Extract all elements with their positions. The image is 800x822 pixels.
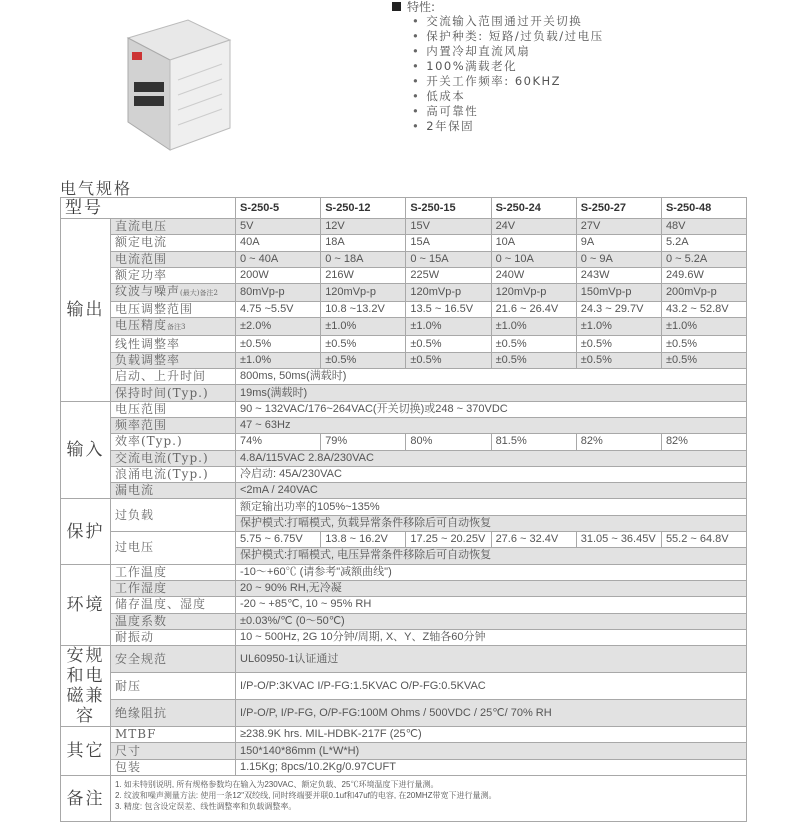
feature-item: • 高可靠性 — [412, 104, 604, 119]
value-cell: ±1.0% — [236, 352, 321, 368]
row-label-text: 浪涌电流(Typ.) — [115, 467, 209, 481]
table-row — [61, 564, 747, 580]
value-cell: 21.6 ~ 26.4V — [491, 302, 576, 318]
row-label-text: 温度系数 — [115, 613, 168, 628]
model-name: S-250-48 — [661, 198, 746, 219]
row-label-text: 过电压 — [115, 540, 155, 555]
row-label-text: 额定电流 — [115, 235, 168, 250]
table-row — [61, 219, 747, 235]
row-label — [111, 532, 236, 565]
model-name: S-250-27 — [576, 198, 661, 219]
table-row — [61, 629, 747, 645]
value-cell: 120mVp-p — [406, 284, 491, 302]
value-cell: 43.2 ~ 52.8V — [661, 302, 746, 318]
value-cell: 48V — [661, 219, 746, 235]
value-cell: ±0.5% — [321, 336, 406, 352]
row-label — [111, 401, 236, 417]
feature-item: • 低成本 — [412, 89, 604, 104]
section-label: 保护 — [61, 499, 111, 564]
value-cell: 120mVp-p — [491, 284, 576, 302]
value-cell: 9A — [576, 235, 661, 251]
value-cell: 0 ~ 40A — [236, 251, 321, 267]
value-cell: ±2.0% — [236, 318, 321, 336]
value-span-cell: I/P-O/P:3KVAC I/P-FG:1.5KVAC O/P-FG:0.5KVAC — [236, 673, 747, 700]
value-cell: 27V — [576, 219, 661, 235]
value-cell: ±0.5% — [661, 352, 746, 368]
value-cell: 0 ~ 18A — [321, 251, 406, 267]
value-cell: ±1.0% — [491, 318, 576, 336]
row-label — [111, 499, 236, 532]
row-label — [111, 417, 236, 433]
row-label-text: 安全规范 — [115, 651, 168, 666]
value-cell: 80mVp-p — [236, 284, 321, 302]
value-cell: ±1.0% — [321, 318, 406, 336]
table-row — [61, 580, 747, 596]
section-label: 环境 — [61, 564, 111, 645]
value-cell: 81.5% — [491, 434, 576, 450]
row-label-text: 效率(Typ.) — [115, 434, 183, 449]
features-list — [407, 0, 604, 134]
table-row — [61, 336, 747, 352]
note-item: 1. 如未特别说明, 所有规格参数均在输入为230VAC、额定负载、25℃环境温度下进行量测。 — [115, 780, 439, 790]
value-cell: 40A — [236, 235, 321, 251]
value-cell: 0 ~ 5.2A — [661, 251, 746, 267]
value-cell: 5V — [236, 219, 321, 235]
feature-item: • 开关工作频率: 60KHZ — [412, 74, 604, 89]
value-cell: 120mVp-p — [321, 284, 406, 302]
table-row — [61, 759, 747, 775]
note-item: 3. 精度: 包含设定误差、线性调整率和负载调整率。 — [115, 802, 297, 812]
table-row — [61, 434, 747, 450]
value-cell: 200mVp-p — [661, 284, 746, 302]
value-span-cell: 19ms(满载时) — [236, 385, 747, 401]
row-label — [111, 613, 236, 629]
value-cell: 0 ~ 15A — [406, 251, 491, 267]
value-span-cell: 4.8A/115VAC 2.8A/230VAC — [236, 450, 747, 466]
value-cell: ±0.5% — [406, 352, 491, 368]
value-cell: 24.3 ~ 29.7V — [576, 302, 661, 318]
table-row — [61, 700, 747, 727]
table-row — [61, 385, 747, 401]
value-span-cell: UL60950-1认证通过 — [236, 646, 747, 673]
value-cell: ±0.5% — [491, 352, 576, 368]
value-cell: 24V — [491, 219, 576, 235]
model-name: S-250-24 — [491, 198, 576, 219]
row-label-text: 线性调整率 — [115, 336, 181, 351]
row-label — [111, 629, 236, 645]
value-cell: ±0.5% — [406, 336, 491, 352]
model-name: S-250-5 — [236, 198, 321, 219]
value-cell: ±1.0% — [406, 318, 491, 336]
table-row — [61, 302, 747, 318]
row-label — [111, 352, 236, 368]
model-name: S-250-15 — [406, 198, 491, 219]
section-label: 其它 — [61, 727, 111, 776]
features-heading — [392, 0, 435, 14]
table-row — [61, 284, 747, 302]
model-name: S-250-12 — [321, 198, 406, 219]
value-cell: ±0.5% — [576, 336, 661, 352]
value-cell: 5.75 ~ 6.75V — [236, 532, 321, 548]
value-cell: 82% — [576, 434, 661, 450]
row-label — [111, 580, 236, 596]
row-label-text: 保持时间(Typ.) — [115, 385, 209, 400]
value-cell: 240W — [491, 267, 576, 283]
row-label — [111, 759, 236, 775]
product-image — [118, 0, 236, 160]
row-label — [111, 597, 236, 613]
value-span-cell: 冷启动: 45A/230VAC — [236, 466, 747, 482]
model-label: 型号 — [61, 198, 236, 219]
row-label-text: 频率范围 — [115, 418, 168, 433]
row-label-text: 纹波与噪声 — [115, 284, 181, 299]
value-cell: 0 ~ 10A — [491, 251, 576, 267]
row-label-text: 额定功率 — [115, 268, 168, 283]
table-row — [61, 483, 747, 499]
value-span-cell: 额定输出功率的105%~135% — [236, 499, 747, 515]
row-label — [111, 743, 236, 759]
value-cell: 150mVp-p — [576, 284, 661, 302]
row-label-text: MTBF — [115, 727, 157, 742]
table-row — [61, 352, 747, 368]
section-label: 安规和电磁兼容 — [61, 646, 111, 727]
section-label: 输出 — [61, 219, 111, 402]
value-cell: 13.8 ~ 16.2V — [321, 532, 406, 548]
table-row — [61, 267, 747, 283]
table-row — [61, 450, 747, 466]
row-label — [111, 700, 236, 727]
table-row — [61, 466, 747, 482]
value-span-cell: <2mA / 240VAC — [236, 483, 747, 499]
row-label — [111, 219, 236, 235]
value-span-cell: I/P-O/P, I/P-FG, O/P-FG:100M Ohms / 500VDC / 25℃/ 70% RH — [236, 700, 747, 727]
row-label-text: 储存温度、湿度 — [115, 597, 207, 612]
value-span-cell: ±0.03%/℃ (0～50℃) — [236, 613, 747, 629]
value-cell: 0 ~ 9A — [576, 251, 661, 267]
value-cell: 17.25 ~ 20.25V — [406, 532, 491, 548]
table-row — [61, 499, 747, 515]
table-row — [61, 613, 747, 629]
value-span-cell: 150*140*86mm (L*W*H) — [236, 743, 747, 759]
feature-item: • 2年保固 — [412, 119, 604, 134]
value-cell: 79% — [321, 434, 406, 450]
row-label-text: 尺寸 — [115, 743, 142, 758]
row-label — [111, 564, 236, 580]
row-label — [111, 302, 236, 318]
table-row — [61, 646, 747, 673]
table-row — [61, 401, 747, 417]
value-cell: 5.2A — [661, 235, 746, 251]
value-cell: 10A — [491, 235, 576, 251]
row-label — [111, 385, 236, 401]
note-item: 2. 纹波和噪声测量方法: 使用一条12"双绞线, 同时终端要并联0.1uf和47uf的电容, 在20MHZ带宽下进行量测。 — [115, 791, 497, 801]
row-label — [111, 235, 236, 251]
row-label-note: 备注3 — [167, 323, 186, 332]
table-row — [61, 318, 747, 336]
table-row — [61, 369, 747, 385]
table-row — [61, 417, 747, 433]
value-span-cell: 保护模式:打嗝模式, 电压异常条件移除后可自动恢复 — [236, 548, 747, 564]
row-label-text: 电流范围 — [115, 251, 168, 266]
value-span-cell: -20 ~ +85℃, 10 ~ 95% RH — [236, 597, 747, 613]
value-cell: ±1.0% — [661, 318, 746, 336]
value-span-cell: 800ms, 50ms(满载时) — [236, 369, 747, 385]
value-span-cell: 保护模式:打嗝模式, 负载异常条件移除后可自动恢复 — [236, 515, 747, 531]
value-span-cell: 47 ~ 63Hz — [236, 417, 747, 433]
value-cell: 18A — [321, 235, 406, 251]
spec-table — [60, 197, 747, 822]
table-row — [61, 673, 747, 700]
row-label-text: 工作湿度 — [115, 581, 168, 596]
value-cell: 243W — [576, 267, 661, 283]
feature-item: • 100%满载老化 — [412, 59, 604, 74]
row-label-text: 绝缘阻抗 — [115, 705, 168, 720]
row-label — [111, 450, 236, 466]
row-label-text: 交流电流(Typ.) — [115, 450, 209, 465]
notes-label: 备注 — [61, 776, 111, 822]
value-cell: 15V — [406, 219, 491, 235]
feature-item: • 保护种类: 短路/过负载/过电压 — [412, 29, 604, 44]
notes-content — [111, 776, 747, 822]
row-label — [111, 251, 236, 267]
row-label-text: 电压调整范围 — [115, 302, 194, 317]
row-label — [111, 318, 236, 336]
row-label — [111, 646, 236, 673]
row-label-note: (最大)备注2 — [180, 289, 218, 298]
row-label — [111, 483, 236, 499]
section-label: 输入 — [61, 401, 111, 499]
table-row — [61, 727, 747, 743]
value-cell: 225W — [406, 267, 491, 283]
table-row — [61, 532, 747, 548]
row-label — [111, 434, 236, 450]
value-cell: 10.8 ~13.2V — [321, 302, 406, 318]
row-label — [111, 727, 236, 743]
value-cell: 27.6 ~ 32.4V — [491, 532, 576, 548]
value-cell: 74% — [236, 434, 321, 450]
value-cell: ±0.5% — [491, 336, 576, 352]
row-label-text: 启动、上升时间 — [115, 369, 207, 384]
row-label — [111, 284, 236, 302]
table-row — [61, 251, 747, 267]
value-cell: ±0.5% — [321, 352, 406, 368]
value-span-cell: 90 ~ 132VAC/176~264VAC(开关切换)或248 ~ 370VDC — [236, 401, 747, 417]
table-row — [61, 597, 747, 613]
row-label — [111, 369, 236, 385]
value-cell: 31.05 ~ 36.45V — [576, 532, 661, 548]
value-cell: ±0.5% — [661, 336, 746, 352]
row-label — [111, 336, 236, 352]
value-cell: 216W — [321, 267, 406, 283]
value-cell: 55.2 ~ 64.8V — [661, 532, 746, 548]
value-cell: 12V — [321, 219, 406, 235]
row-label-text: 电压精度 — [115, 318, 168, 333]
feature-item: • 内置冷却直流风扇 — [412, 44, 604, 59]
row-label-text: 工作温度 — [115, 564, 168, 579]
row-label-text: 耐振动 — [115, 629, 155, 644]
row-label-text: 电压范围 — [115, 401, 168, 416]
value-span-cell: ≥238.9K hrs. MIL-HDBK-217F (25℃) — [236, 727, 747, 743]
value-cell: 249.6W — [661, 267, 746, 283]
row-label — [111, 466, 236, 482]
value-cell: 200W — [236, 267, 321, 283]
section-title: 电气规格 — [60, 179, 133, 198]
row-label — [111, 673, 236, 700]
table-row — [61, 743, 747, 759]
value-cell: 15A — [406, 235, 491, 251]
value-span-cell: 10 ~ 500Hz, 2G 10分钟/周期, X、Y、Z轴各60分钟 — [236, 629, 747, 645]
row-label-text: 耐压 — [115, 678, 142, 693]
row-label-text: 直流电压 — [115, 219, 168, 234]
value-cell: ±0.5% — [576, 352, 661, 368]
value-cell: 13.5 ~ 16.5V — [406, 302, 491, 318]
value-span-cell: -10～+60℃ (请参考"减额曲线") — [236, 564, 747, 580]
features-heading-text: 特性: — [407, 0, 436, 14]
model-header-row — [61, 198, 747, 219]
value-cell: ±1.0% — [576, 318, 661, 336]
value-cell: 82% — [661, 434, 746, 450]
row-label — [111, 267, 236, 283]
value-cell: 80% — [406, 434, 491, 450]
bullet-square-icon — [392, 2, 401, 11]
row-label-text: 包装 — [115, 759, 142, 774]
notes-row — [61, 776, 747, 822]
row-label-text: 过负载 — [115, 507, 155, 522]
row-label-text: 漏电流 — [115, 483, 155, 498]
row-label-text: 负载调整率 — [115, 352, 181, 367]
table-row — [61, 235, 747, 251]
feature-item: • 交流输入范围通过开关切换 — [412, 14, 604, 29]
value-span-cell: 20 ~ 90% RH,无冷凝 — [236, 580, 747, 596]
value-cell: 4.75 ~5.5V — [236, 302, 321, 318]
value-cell: ±0.5% — [236, 336, 321, 352]
value-span-cell: 1.15Kg; 8pcs/10.2Kg/0.97CUFT — [236, 759, 747, 775]
